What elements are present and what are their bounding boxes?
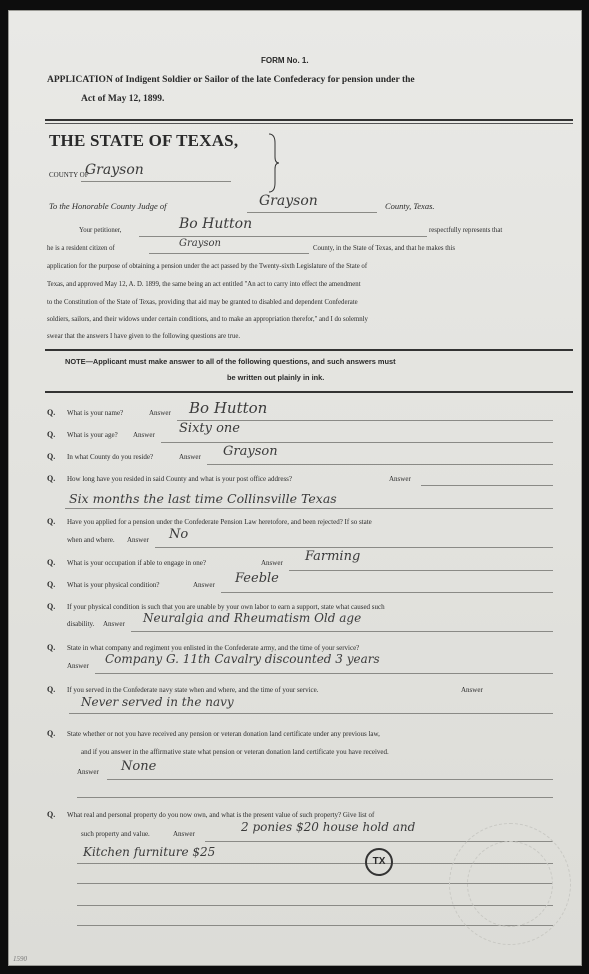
- petitioner-suffix: respectfully represents that: [429, 227, 503, 234]
- answer-label: Answer: [103, 620, 125, 628]
- answer-line: [421, 485, 553, 486]
- question-text: In what County do you reside?: [67, 453, 154, 461]
- q-label: Q.: [47, 474, 56, 483]
- judge-line-suffix: County, Texas.: [385, 201, 435, 211]
- header-divider: [45, 119, 573, 121]
- q-label: Q.: [47, 517, 56, 526]
- para-line5: soldiers, sailors, and their widows under certain conditions, and to make an appropriation therefor," and I do solemnly: [47, 316, 368, 323]
- q-label: Q.: [47, 558, 56, 567]
- question-text: State in what company and regiment you enlisted in the Confederate army, and the time of your service?: [67, 644, 360, 652]
- judge-line-prefix: To the Honorable County Judge of: [49, 201, 167, 211]
- answer-value: Grayson: [223, 444, 278, 459]
- answer-label: Answer: [173, 830, 195, 838]
- para-line6: swear that the answers I have given to the following questions are true.: [47, 333, 241, 340]
- q-label: Q.: [47, 643, 56, 652]
- answer-label: Answer: [389, 475, 411, 483]
- judge-county-line: [247, 212, 377, 213]
- county-label: COUNTY OF: [49, 171, 89, 179]
- answer-line: [289, 570, 553, 571]
- answer-value: Farming: [305, 549, 361, 564]
- q-label: Q.: [47, 810, 56, 819]
- question-text-2: such property and value.: [81, 830, 150, 838]
- question-text: What is your occupation if able to engage in one?: [67, 559, 206, 567]
- answer-value: Never served in the navy: [81, 695, 234, 709]
- application-heading-act: Act of May 12, 1899.: [81, 94, 165, 104]
- para-line1-line: [149, 253, 309, 254]
- question-text-2: disability.: [67, 620, 95, 628]
- answer-value: Neuralgia and Rheumatism Old age: [143, 611, 362, 625]
- answer-line-2: [77, 797, 553, 798]
- answer-value: Company G. 11th Cavalry discounted 3 years: [105, 652, 380, 666]
- answer-line: [107, 779, 553, 780]
- answer-line: [161, 442, 553, 443]
- judge-county-value: Grayson: [259, 193, 318, 209]
- answer-value: Bo Hutton: [189, 399, 268, 417]
- para-line1-prefix: he is a resident citizen of: [47, 245, 115, 252]
- para-line1-value: Grayson: [179, 238, 221, 249]
- answer-label: Answer: [67, 662, 89, 670]
- state-title: THE STATE OF TEXAS,: [49, 131, 239, 150]
- answer-value: Feeble: [235, 571, 279, 586]
- note-line1: NOTE—Applicant must make answer to all of the following questions, and such answers must: [65, 357, 396, 366]
- answer-value: Sixty one: [179, 421, 240, 436]
- header-divider-thin: [45, 123, 573, 124]
- county-line: [81, 181, 231, 182]
- answer-line-2: [65, 508, 553, 509]
- answer-line: [95, 673, 553, 674]
- embossed-seal-inner: [467, 841, 553, 927]
- margin-number: 1590: [13, 955, 27, 963]
- question-text: What real and personal property do you now own, and what is the present value of such property? Give list of: [67, 811, 375, 819]
- state-brace: [267, 133, 279, 193]
- question-text: What is your age?: [67, 431, 118, 439]
- petitioner-line: [139, 236, 427, 237]
- q-label: Q.: [47, 685, 56, 694]
- note-divider-top: [45, 349, 573, 351]
- question-text: What is your physical condition?: [67, 581, 160, 589]
- answer-label: Answer: [261, 559, 283, 567]
- question-text: If your physical condition is such that you are unable by your own labor to earn a support, state what caused such: [67, 603, 385, 611]
- question-text: If you served in the Confederate navy state when and where, and the time of your service.: [67, 686, 319, 694]
- application-heading: APPLICATION of Indigent Soldier or Sailor of the late Confederacy for pension under the: [47, 75, 415, 85]
- q-label: Q.: [47, 408, 56, 417]
- answer-line: [221, 592, 553, 593]
- q-label: Q.: [47, 580, 56, 589]
- question-text-2: and if you answer in the affirmative state what pension or veteran donation land certificate you have received.: [81, 748, 389, 756]
- answer-label: Answer: [461, 686, 483, 694]
- question-text: What is your name?: [67, 409, 124, 417]
- answer-label: Answer: [77, 768, 99, 776]
- answer-label: Answer: [127, 536, 149, 544]
- answer-label: Answer: [149, 409, 171, 417]
- answer-label: Answer: [133, 431, 155, 439]
- petitioner-name: Bo Hutton: [179, 216, 253, 232]
- q-label: Q.: [47, 729, 56, 738]
- para-line4: to the Constitution of the State of Texas, providing that aid may be granted to disabled and dependent Confederate: [47, 299, 358, 306]
- answer-value: 2 ponies $20 house hold and: [241, 820, 416, 834]
- question-text: How long have you resided in said County and what is your post office address?: [67, 475, 292, 483]
- pension-application-form: [8, 10, 582, 966]
- q-label: Q.: [47, 452, 56, 461]
- answer-line: [155, 547, 553, 548]
- question-text: State whether or not you have received any pension or veteran donation land certificate under any previous law,: [67, 730, 380, 738]
- para-line1-suffix: County, in the State of Texas, and that he makes this: [313, 245, 456, 252]
- answer-value: Six months the last time Collinsville Texas: [69, 491, 337, 506]
- answer-value-2: Kitchen furniture $25: [83, 845, 216, 859]
- county-value: Grayson: [85, 162, 144, 178]
- petitioner-prefix: Your petitioner,: [79, 227, 122, 234]
- answer-line: [207, 464, 553, 465]
- answer-line: [131, 631, 553, 632]
- q-label: Q.: [47, 430, 56, 439]
- answer-value: No: [169, 527, 189, 542]
- answer-label: Answer: [193, 581, 215, 589]
- answer-label: Answer: [179, 453, 201, 461]
- tx-stamp: TX: [365, 848, 393, 876]
- answer-line: [69, 713, 553, 714]
- answer-value: None: [121, 759, 157, 774]
- q-label: Q.: [47, 602, 56, 611]
- para-line2: application for the purpose of obtaining a pension under the act passed by the Twenty-sixth Legislature of the State of: [47, 263, 368, 270]
- note-line2: be written out plainly in ink.: [227, 373, 325, 382]
- para-line3: Texas, and approved May 12, A. D. 1899, the same being an act entitled "An act to carry into effect the amendment: [47, 281, 361, 288]
- question-text-2: when and where.: [67, 536, 115, 544]
- question-text: Have you applied for a pension under the Confederate Pension Law heretofore, and been rejected? If so state: [67, 518, 372, 526]
- form-number: FORM No. 1.: [261, 56, 309, 65]
- note-divider-bottom: [45, 391, 573, 393]
